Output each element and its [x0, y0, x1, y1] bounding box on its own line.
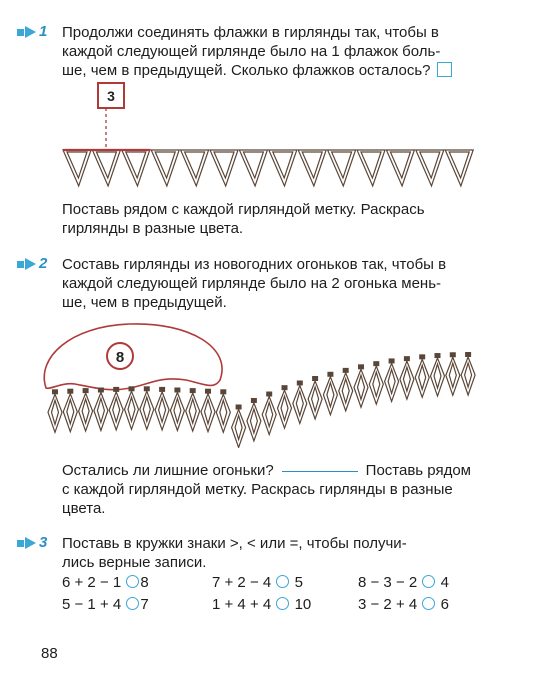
- task-marker-icon: [17, 258, 37, 271]
- task-1-instructions: [62, 200, 502, 238]
- text-line: цвета.: [62, 500, 106, 517]
- sign-circle[interactable]: [276, 575, 289, 588]
- answer-blank[interactable]: [282, 471, 358, 472]
- task-3-text: [62, 534, 502, 572]
- light-icon: [216, 389, 230, 432]
- light-icon: [63, 389, 77, 432]
- text-line: гирлянды в разные цвета.: [62, 220, 244, 237]
- expression: 8 − 3 − 2 4: [358, 574, 449, 591]
- text-line: каждой следующей гирлянде было на 2 огонька мень-: [62, 275, 442, 292]
- lights-garland: [0, 318, 544, 448]
- answer-box[interactable]: [437, 62, 452, 77]
- flag-icon: [210, 150, 238, 186]
- task-2-text: [62, 255, 502, 312]
- light-icon: [262, 392, 276, 435]
- sign-circle[interactable]: [126, 597, 139, 610]
- expression: 3 − 2 + 4 6: [358, 596, 449, 613]
- flags-group: [63, 150, 473, 186]
- task-number: 3: [39, 534, 48, 551]
- light-icon: [109, 387, 123, 430]
- light-icon: [155, 387, 169, 430]
- task-2-question-text: [62, 461, 502, 518]
- light-icon: [48, 389, 62, 432]
- flag-icon: [122, 150, 150, 186]
- light-icon: [446, 352, 460, 395]
- expression: 6 + 2 − 1 8: [62, 574, 149, 591]
- garland-label: 8: [115, 349, 125, 366]
- expression: 1 + 4 + 4 10: [212, 596, 312, 613]
- flag-icon: [181, 150, 209, 186]
- text-line: каждой следующей гирлянде было на 1 флажок боль-: [62, 43, 441, 60]
- light-icon: [247, 398, 261, 441]
- flag-icon: [445, 150, 473, 186]
- expression: 5 − 1 + 4 7: [62, 596, 149, 613]
- text-line: Остались ли лишние огоньки? Поставь рядом: [62, 462, 471, 479]
- light-icon: [400, 356, 414, 399]
- flag-icon: [298, 150, 326, 186]
- task-marker-icon: [17, 26, 37, 39]
- light-icon: [140, 386, 154, 429]
- expression: 7 + 2 − 4 5: [212, 574, 303, 591]
- flag-icon: [239, 150, 267, 186]
- flag-icon: [416, 150, 444, 186]
- text-line: Поставь в кружки знаки >, < или =, чтобы получи-: [62, 535, 407, 552]
- flag-icon: [386, 150, 414, 186]
- flag-icon: [92, 150, 120, 186]
- light-icon: [369, 361, 383, 404]
- task-number: 2: [39, 255, 48, 272]
- light-icon: [79, 388, 93, 431]
- light-icon: [431, 353, 445, 396]
- task-marker-icon: [17, 537, 37, 550]
- flag-icon: [357, 150, 385, 186]
- light-icon: [354, 364, 368, 407]
- light-icon: [170, 388, 184, 431]
- light-icon: [461, 352, 475, 395]
- light-icon: [232, 405, 246, 448]
- sign-circle[interactable]: [422, 575, 435, 588]
- flag-icon: [63, 150, 91, 186]
- light-icon: [278, 385, 292, 428]
- page-number: 88: [41, 645, 58, 662]
- light-icon: [186, 388, 200, 431]
- light-icon: [385, 358, 399, 401]
- sign-circle[interactable]: [126, 575, 139, 588]
- text-line: ше, чем в предыдущей. Сколько флажков осталось?: [62, 61, 502, 80]
- text-line: с каждой гирляндой метку. Раскрась гирлянды в разные: [62, 481, 453, 498]
- light-icon: [201, 389, 215, 432]
- light-icon: [94, 388, 108, 431]
- light-icon: [339, 368, 353, 411]
- text-line: Продолжи соединять флажки в гирлянды так, чтобы в: [62, 24, 439, 41]
- light-icon: [125, 386, 139, 429]
- task-number: 1: [39, 23, 48, 40]
- light-icon: [293, 380, 307, 423]
- text-line: лись верные записи.: [62, 554, 207, 571]
- light-icon: [323, 372, 337, 415]
- text-line: Составь гирлянды из новогодних огоньков так, чтобы в: [62, 256, 447, 273]
- flag-icon: [269, 150, 297, 186]
- task-1-text: [62, 23, 502, 80]
- flag-icon: [151, 150, 179, 186]
- light-icon: [415, 354, 429, 397]
- light-icon: [308, 376, 322, 419]
- sign-circle[interactable]: [422, 597, 435, 610]
- text-line: Поставь рядом с каждой гирляндой метку. Раскрась: [62, 201, 425, 218]
- flags-garland: [0, 80, 544, 195]
- sign-circle[interactable]: [276, 597, 289, 610]
- garland-label: 3: [107, 88, 115, 104]
- flag-icon: [328, 150, 356, 186]
- text-line: ше, чем в предыдущей.: [62, 294, 227, 311]
